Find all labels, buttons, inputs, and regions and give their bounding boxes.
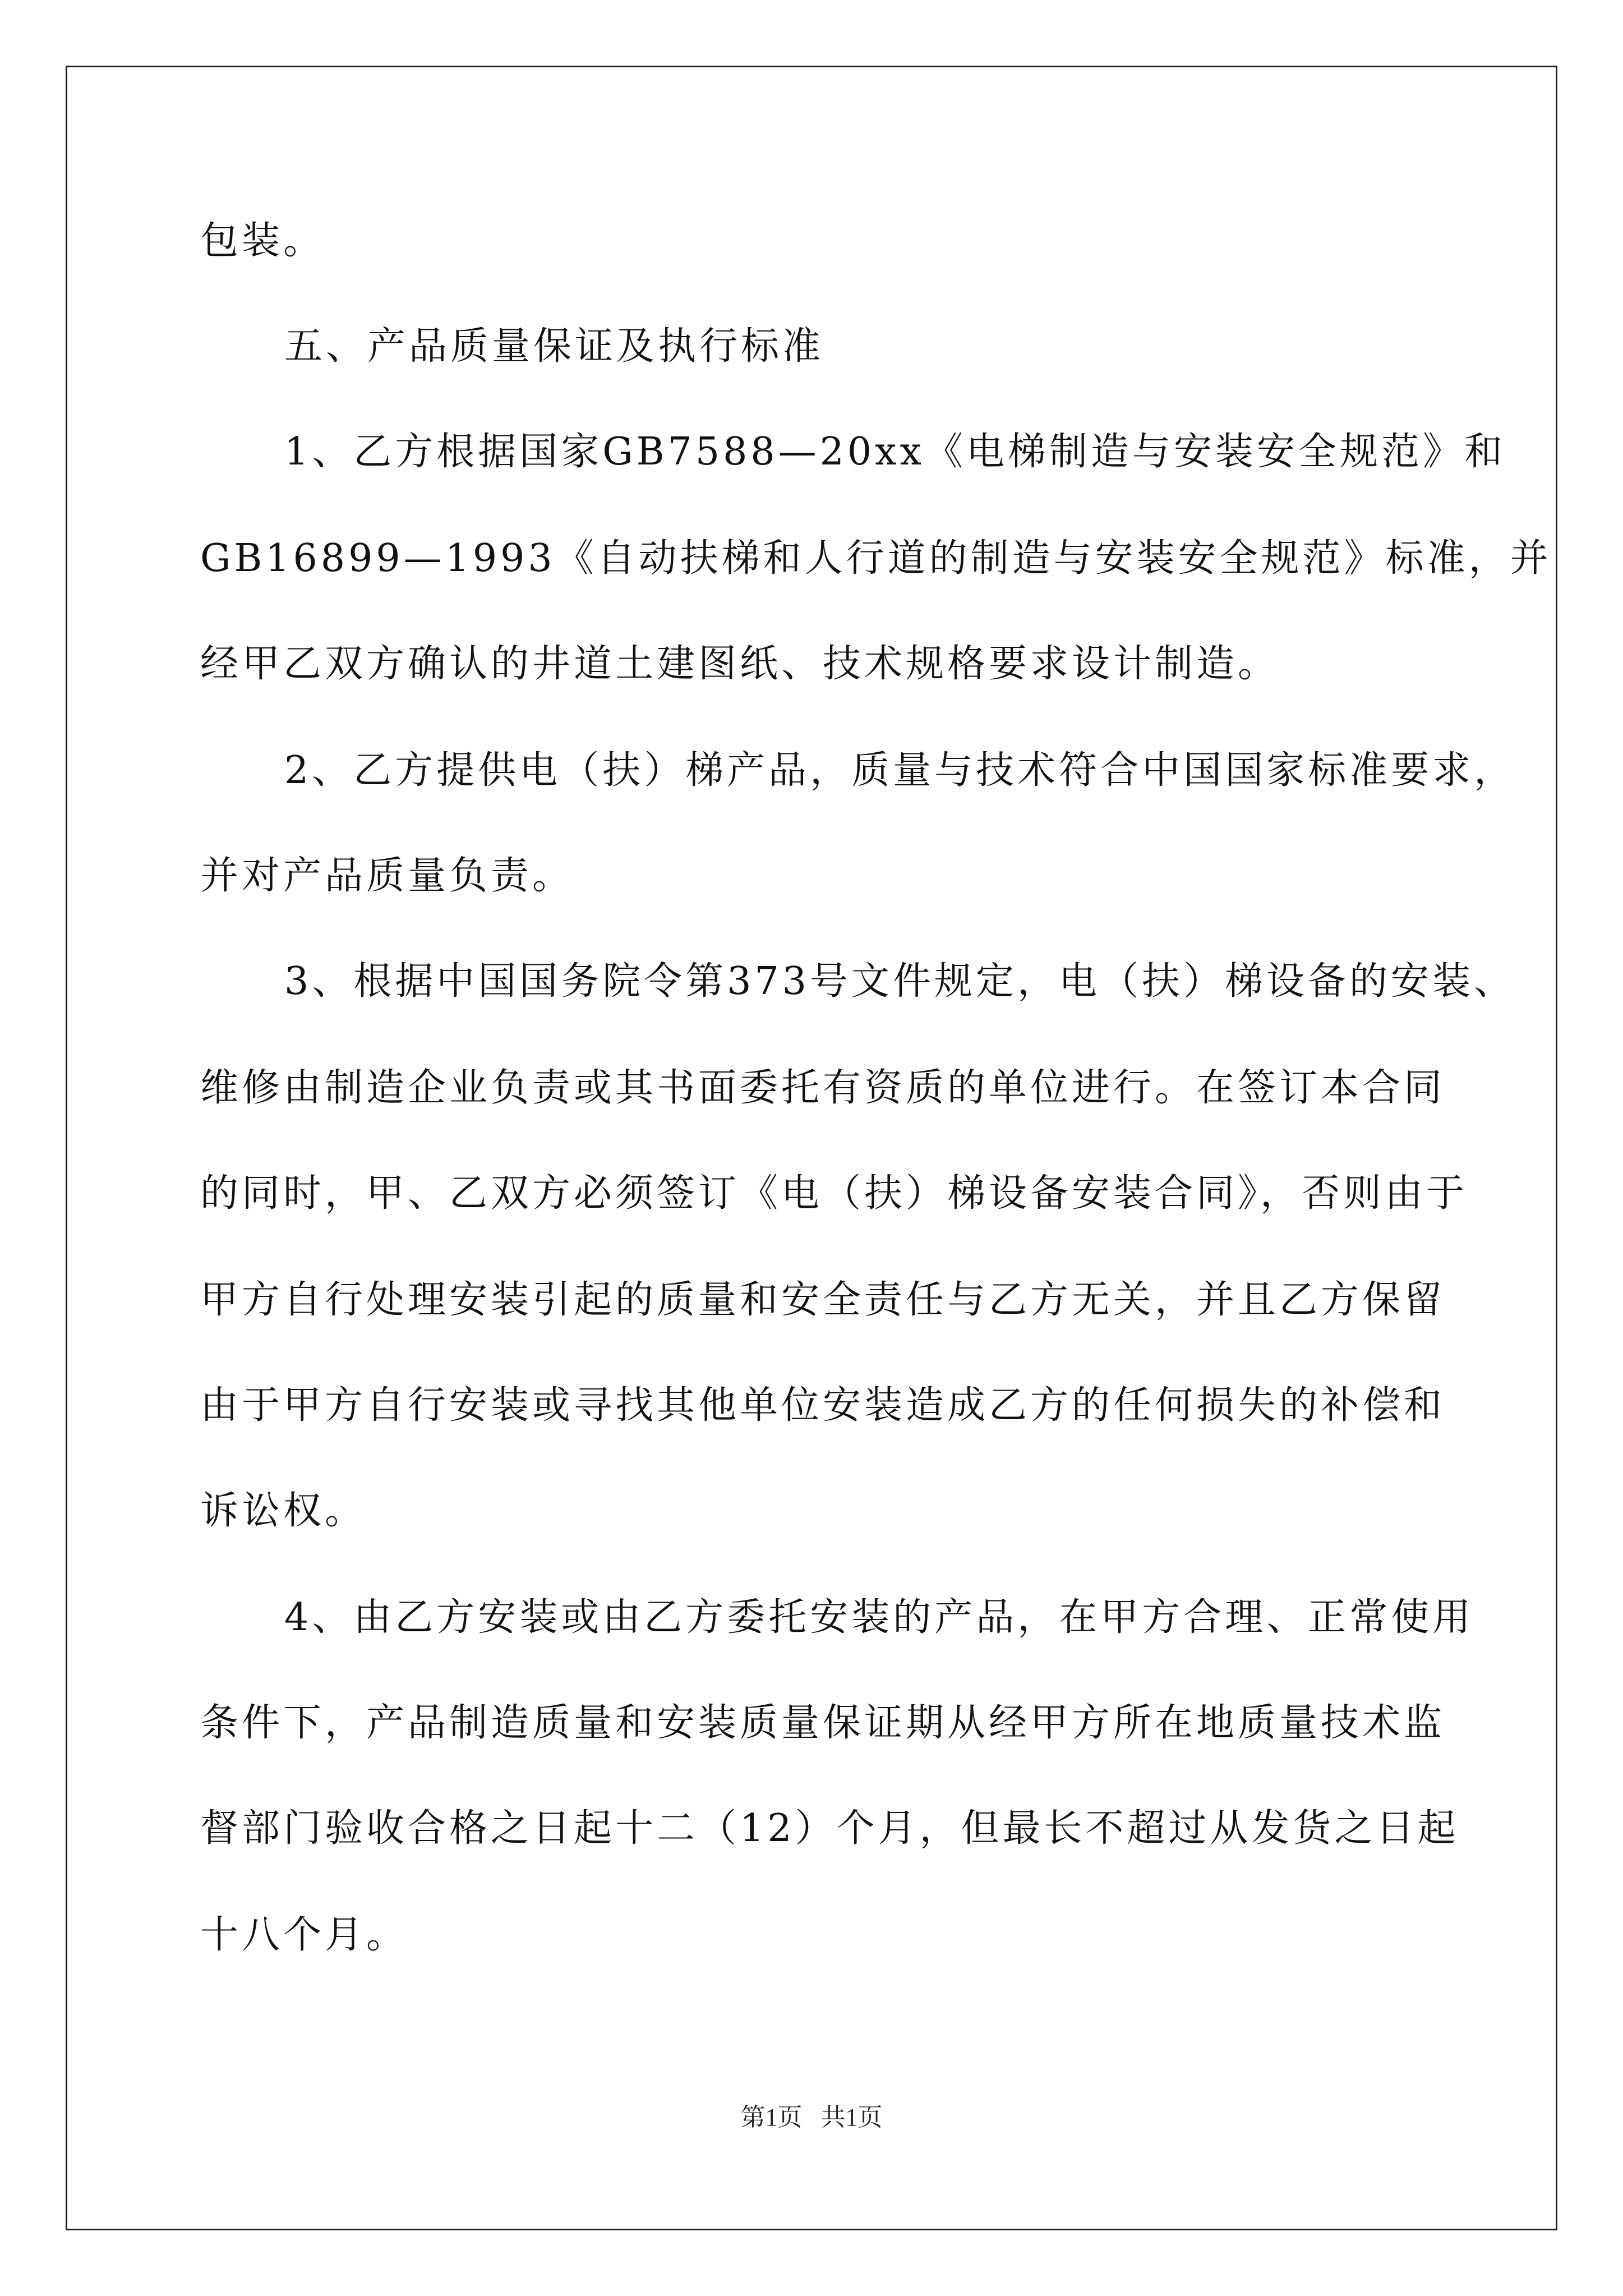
page-number-footer: 第1页 共1页	[740, 2104, 883, 2131]
text-line: 的同时，甲、乙双方必须签订《电（扶）梯设备安装合同》，否则由于	[200, 1171, 1468, 1216]
text-line: 维修由制造企业负责或其书面委托有资质的单位进行。在签订本合同	[200, 1066, 1446, 1110]
text-line: 经甲乙双方确认的井道土建图纸、技术规格要求设计制造。	[200, 642, 1280, 686]
text-line: 1、乙方根据国家GB7588—20xx《电梯制造与安装安全规范》和	[284, 430, 1506, 474]
text-line: 并对产品质量负责。	[200, 854, 574, 898]
text-line: GB16899—1993《自动扶梯和人行道的制造与安装安全规范》标准，并	[200, 536, 1552, 581]
text-line: 督部门验收合格之日起十二（12）个月，但最长不超过从发货之日起	[200, 1806, 1459, 1851]
text-line: 3、根据中国国务院令第373号文件规定，电（扶）梯设备的安装、	[284, 959, 1516, 1004]
text-line: 2、乙方提供电（扶）梯产品，质量与技术符合中国国家标准要求，	[284, 748, 1516, 793]
text-line: 十八个月。	[200, 1913, 408, 1957]
page-border	[66, 66, 1557, 2230]
section-heading: 五、产品质量保证及执行标准	[284, 324, 824, 369]
text-line: 包装。	[200, 219, 325, 263]
text-line: 甲方自行处理安装引起的质量和安全责任与乙方无关，并且乙方保留	[200, 1278, 1446, 1322]
text-line: 条件下，产品制造质量和安装质量保证期从经甲方所在地质量技术监	[200, 1701, 1446, 1745]
text-line: 诉讼权。	[200, 1489, 367, 1533]
text-line: 由于甲方自行安装或寻找其他单位安装造成乙方的任何损失的补偿和	[200, 1383, 1446, 1428]
text-line: 4、由乙方安装或由乙方委托安装的产品，在甲方合理、正常使用	[284, 1595, 1474, 1640]
